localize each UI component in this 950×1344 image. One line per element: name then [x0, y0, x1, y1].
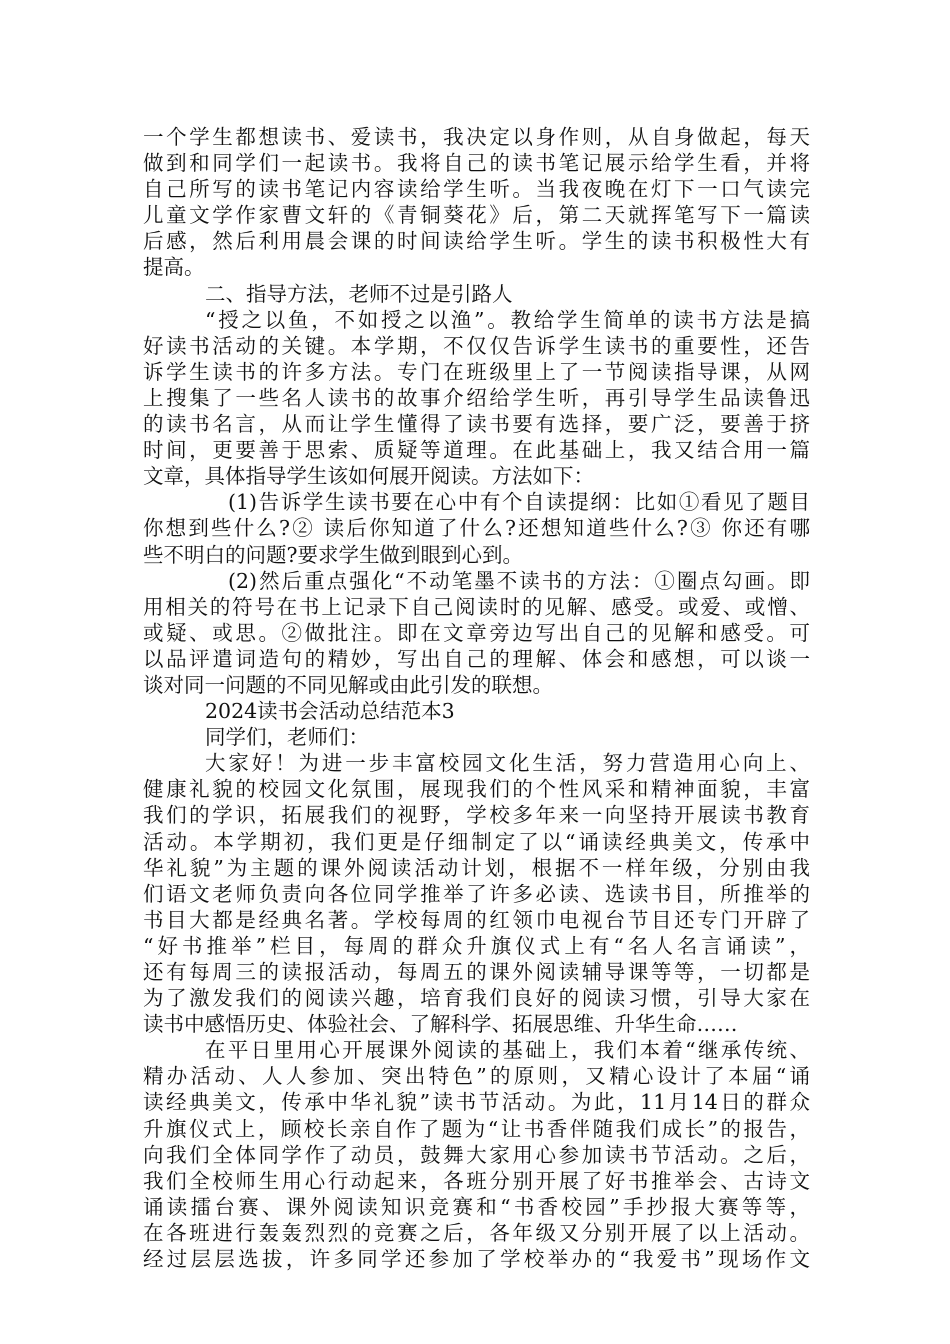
text-line: 还有每周三的读报活动，每周五的课外阅读辅导课等等，一切都是	[143, 960, 810, 984]
text-line: 后感，然后利用晨会课的时间读给学生听。学生的读书积极性大有	[143, 229, 810, 254]
text-line: 自己所写的读书笔记内容读给学生听。当我夜晚在灯下一口气读完	[143, 177, 810, 202]
text-line: 上搜集了一些名人读书的故事介绍给学生听，再引导学生品读鲁迅	[143, 385, 810, 410]
text-line: 一个学生都想读书、爱读书，我决定以身作则，从自身做起，每天	[143, 125, 810, 149]
text-line: 同学们，老师们：	[205, 725, 369, 750]
text-line: 读经典美文，传承中华礼貌”读书节活动。为此，11月14日的群众	[143, 1090, 810, 1115]
text-line: 诵读擂台赛、课外阅读知识竞赛和“书香校园”手抄报大赛等等，	[143, 1194, 810, 1219]
text-line: 华礼貌”为主题的课外阅读活动计划，根据不一样年级，分别由我	[143, 855, 810, 880]
text-line: 提高。	[143, 255, 205, 280]
text-line: 二、指导方法，老师不过是引路人	[205, 281, 513, 306]
text-line: 诉学生读书的许多方法。专门在班级里上了一节阅读指导课，从网	[143, 359, 810, 384]
text-line: 大家好！为进一步丰富校园文化生活，努力营造用心向上、	[205, 751, 810, 776]
text-line: 或疑、或思。②做批注。即在文章旁边写出自己的见解和感受。可	[143, 620, 810, 645]
text-line: 升旗仪式上，顾校长亲自作了题为“让书香伴随我们成长”的报告，	[143, 1116, 810, 1141]
text-line: 你想到些什么?② 读后你知道了什么?还想知道些什么?③ 你还有哪	[143, 516, 810, 541]
text-line: 我们全校师生用心行动起来，各班分别开展了好书推举会、古诗文	[143, 1168, 810, 1193]
text-line: 文章，具体指导学生该如何展开阅读。方法如下：	[143, 464, 594, 489]
text-line: 为了激发我们的阅读兴趣，培育我们良好的阅读习惯，引导大家在	[143, 986, 810, 1011]
text-line: 时间，更要善于思索、质疑等道理。在此基础上，我又结合用一篇	[143, 438, 810, 463]
text-line: 2024读书会活动总结范本3	[205, 699, 455, 724]
text-line: 用相关的符号在书上记录下自己阅读时的见解、感受。或爱、或憎、	[143, 594, 810, 619]
text-line: 精办活动、人人参加、突出特色”的原则，又精心设计了本届“诵	[143, 1064, 810, 1089]
text-line: 在平日里用心开展课外阅读的基础上，我们本着“继承传统、	[205, 1038, 810, 1063]
text-line: 向我们全体同学作了动员，鼓舞大家用心参加读书节活动。之后，	[143, 1142, 810, 1167]
text-line: 读书中感悟历史、体验社会、了解科学、拓展思维、升华生命……	[143, 1012, 738, 1037]
text-line: 在各班进行轰轰烈烈的竞赛之后，各年级又分别开展了以上活动。	[143, 1220, 810, 1245]
text-line: 些不明白的问题?要求学生做到眼到心到。	[143, 542, 523, 567]
text-line: “授之以鱼，不如授之以渔”。教给学生简单的读书方法是搞	[205, 307, 810, 332]
text-line: 的读书名言，从而让学生懂得了读书要有选择，要广泛，要善于挤	[143, 412, 810, 437]
text-line: 做到和同学们一起读书。我将自己的读书笔记展示给学生看，并将	[143, 151, 810, 176]
text-line: 谈对同一问题的不同见解或由此引发的联想。	[143, 672, 553, 697]
text-line: 健康礼貌的校园文化氛围，展现我们的个性风采和精神面貌，丰富	[143, 777, 810, 802]
text-line: 经过层层选拔，许多同学还参加了学校举办的“我爱书”现场作文	[143, 1247, 810, 1272]
text-line: 以品评遣词造句的精妙，写出自己的理解、体会和感想，可以谈一	[143, 646, 810, 671]
text-line: 我们的学识，拓展我们的视野，学校多年来一向坚持开展读书教育	[143, 803, 810, 828]
text-line: “好书推举”栏目，每周的群众升旗仪式上有“名人名言诵读”，	[143, 933, 810, 958]
text-line: 儿童文学作家曹文轩的《青铜葵花》后，第二天就挥笔写下一篇读	[143, 203, 810, 228]
text-line: 们语文老师负责向各位同学推举了许多必读、选读书目，所推举的	[143, 881, 810, 906]
document-body	[143, 124, 810, 1272]
text-line: 好读书活动的关键。本学期，不仅仅告诉学生读书的重要性，还告	[143, 333, 810, 358]
text-line: (2)然后重点强化“不动笔墨不读书的方法：①圈点勾画。即	[228, 568, 810, 593]
text-line: 活动。本学期初，我们更是仔细制定了以“诵读经典美文，传承中	[143, 829, 810, 854]
text-line: 书目大都是经典名著。学校每周的红领巾电视台节目还专门开辟了	[143, 907, 810, 932]
text-line: (1)告诉学生读书要在心中有个自读提纲：比如①看见了题目	[228, 490, 810, 515]
